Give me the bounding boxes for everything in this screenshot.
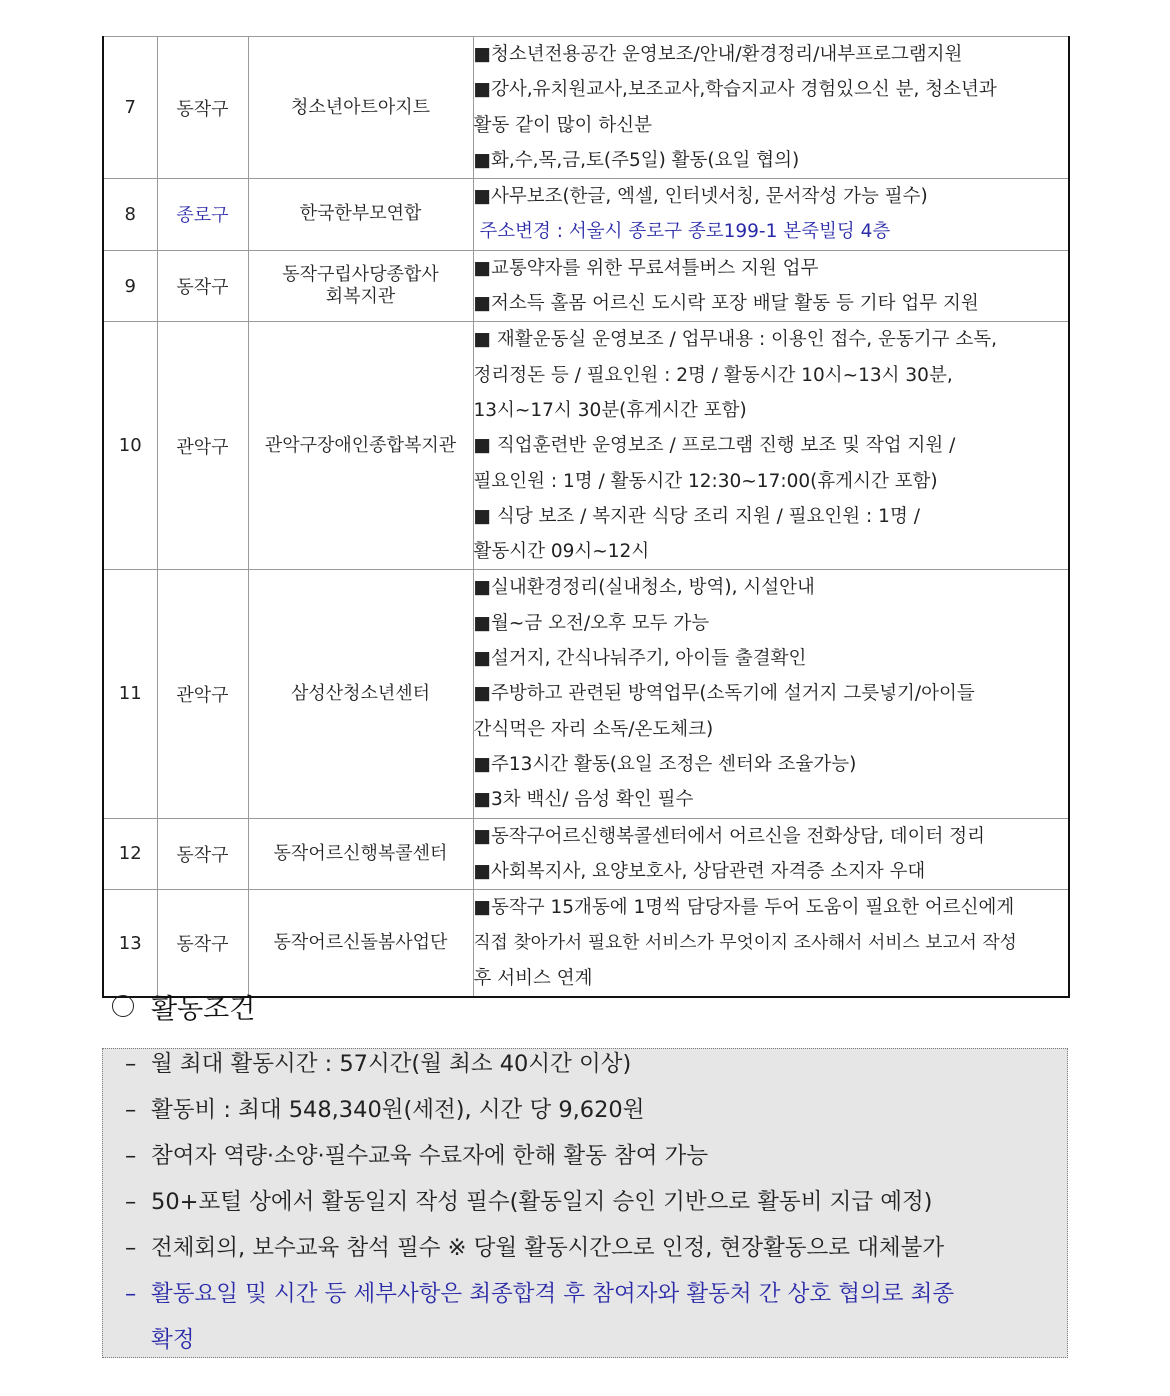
condition-item xyxy=(125,1187,932,1217)
section-title: 활동조건 xyxy=(151,993,256,1025)
row-number: 11 xyxy=(103,570,157,818)
condition-text: 참여자 역량·소양·필수교육 수료자에 한해 활동 참여 가능 xyxy=(151,1143,709,1169)
district: 동작구 xyxy=(157,250,248,322)
organization: 동작구립사당종합사회복지관 xyxy=(248,250,473,322)
dash-bullet: – xyxy=(125,1143,137,1169)
condition-item xyxy=(125,1049,631,1079)
address-change-note: 주소변경 : 서울시 종로구 종로199-1 본죽빌딩 4층 xyxy=(473,221,891,243)
activity-description xyxy=(473,250,1069,322)
condition-text: 활동비 : 최대 548,340원(세전), 시간 당 9,620원 xyxy=(151,1097,645,1123)
organization: 동작어르신돌봄사업단 xyxy=(248,890,473,997)
table-row xyxy=(103,250,1069,322)
activity-description xyxy=(473,37,1069,179)
organization: 동작어르신행복콜센터 xyxy=(248,818,473,890)
district: 관악구 xyxy=(157,322,248,570)
row-number: 9 xyxy=(103,250,157,322)
description-line: 직접 찾아가서 필요한 서비스가 무엇이지 조사해서 서비스 보고서 작성 xyxy=(473,932,1017,954)
organization: 삼성산청소년센터 xyxy=(248,570,473,818)
description-line: 13시~17시 30분(휴게시간 포함) xyxy=(473,399,747,421)
row-number: 10 xyxy=(103,322,157,570)
district: 동작구 xyxy=(157,818,248,890)
district: 동작구 xyxy=(157,37,248,179)
district: 종로구 xyxy=(157,179,248,251)
activity-description xyxy=(473,322,1069,570)
condition-item xyxy=(125,1095,644,1125)
row-number: 7 xyxy=(103,37,157,179)
activity-description xyxy=(473,818,1069,890)
table-row xyxy=(103,37,1069,179)
description-line: 간식먹은 자리 소독/온도체크) xyxy=(473,718,714,740)
activity-description xyxy=(473,890,1069,997)
condition-item xyxy=(125,1233,944,1263)
condition-text: 월 최대 활동시간 : 57시간(월 최소 40시간 이상) xyxy=(151,1051,632,1077)
description-line: 후 서비스 연계 xyxy=(473,967,593,989)
table-row xyxy=(103,818,1069,890)
condition-text: 50+포털 상에서 활동일지 작성 필수(활동일지 승인 기반으로 활동비 지급 예정) xyxy=(151,1189,933,1215)
description-line: ■동작구어르신행복콜센터에서 어르신을 전화상담, 데이터 정리 xyxy=(473,825,986,847)
table-row xyxy=(103,570,1069,818)
description-line: 활동 같이 많이 하신분 xyxy=(473,114,652,136)
organization: 한국한부모연합 xyxy=(248,179,473,251)
dash-bullet: – xyxy=(125,1235,137,1261)
description-line: ■강사,유치원교사,보조교사,학습지교사 경험있으신 분, 청소년과 xyxy=(473,79,997,101)
organization: 관악구장애인종합복지관 xyxy=(248,322,473,570)
description-line: 정리정돈 등 / 필요인원 : 2명 / 활동시간 10시~13시 30분, xyxy=(473,364,953,386)
dash-bullet: – xyxy=(125,1051,137,1077)
description-line: ■설거지, 간식나눠주기, 아이들 출결확인 xyxy=(473,648,807,670)
conditions-box xyxy=(102,1048,1068,1358)
description-line: ■ 재활운동실 운영보조 / 업무내용 : 이용인 접수, 운동기구 소독, xyxy=(473,329,998,351)
condition-item xyxy=(125,1141,708,1171)
section-heading xyxy=(112,986,255,1026)
description-line: ■화,수,목,금,토(주5일) 활동(요일 협의) xyxy=(473,149,800,171)
condition-text: 활동요일 및 시간 등 세부사항은 최종합격 후 참여자와 활동처 간 상호 협의로 최종 xyxy=(151,1281,955,1307)
condition-text: 전체회의, 보수교육 참석 필수 ※ 당월 활동시간으로 인정, 현장활동으로 대체불가 xyxy=(151,1235,945,1261)
description-line: ■청소년전용공간 운영보조/안내/환경정리/내부프로그램지원 xyxy=(473,44,963,65)
condition-item xyxy=(125,1279,954,1309)
activity-description xyxy=(473,179,1069,251)
description-line: 필요인원 : 1명 / 활동시간 12:30~17:00(휴게시간 포함) xyxy=(473,470,938,492)
circle-bullet-icon xyxy=(112,995,134,1017)
table-row xyxy=(103,322,1069,570)
description-line: 활동시간 09시~12시 xyxy=(473,541,650,563)
description-line: ■주13시간 활동(요일 조정은 센터와 조율가능) xyxy=(473,753,857,775)
description-line: ■주방하고 관련된 방역업무(소독기에 설거지 그릇넣기/아이들 xyxy=(473,683,975,705)
description-line: ■교통약자를 위한 무료셔틀버스 지원 업무 xyxy=(473,257,819,279)
row-number: 8 xyxy=(103,179,157,251)
description-line: ■사무보조(한글, 엑셀, 인터넷서칭, 문서작성 가능 필수) xyxy=(473,186,928,208)
district: 동작구 xyxy=(157,890,248,997)
description-line: ■사회복지사, 요양보호사, 상담관련 자격증 소지자 우대 xyxy=(473,860,926,882)
row-number: 13 xyxy=(103,890,157,997)
dash-bullet: – xyxy=(125,1097,137,1123)
description-line: ■ 직업훈련반 운영보조 / 프로그램 진행 보조 및 작업 지원 / xyxy=(473,435,956,457)
table-row xyxy=(103,890,1069,997)
activity-description xyxy=(473,570,1069,818)
description-line: ■저소득 홀몸 어르신 도시락 포장 배달 활동 등 기타 업무 지원 xyxy=(473,293,979,315)
description-line: ■월~금 오전/오후 모두 가능 xyxy=(473,612,710,634)
district: 관악구 xyxy=(157,570,248,818)
organization: 청소년아트아지트 xyxy=(248,37,473,179)
description-line: ■동작구 15개동에 1명씩 담당자를 두어 도움이 필요한 어르신에게 xyxy=(473,897,1015,919)
condition-continuation: 확정 xyxy=(151,1327,195,1353)
table-row xyxy=(103,179,1069,251)
row-number: 12 xyxy=(103,818,157,890)
description-line: ■3차 백신/ 음성 확인 필수 xyxy=(473,789,694,811)
description-line: ■실내환경정리(실내청소, 방역), 시설안내 xyxy=(473,577,815,599)
dash-bullet: – xyxy=(125,1189,137,1215)
activity-table xyxy=(102,36,1070,998)
description-line: ■ 식당 보조 / 복지관 식당 조리 지원 / 필요인원 : 1명 / xyxy=(473,505,920,527)
dash-bullet: – xyxy=(125,1281,137,1307)
